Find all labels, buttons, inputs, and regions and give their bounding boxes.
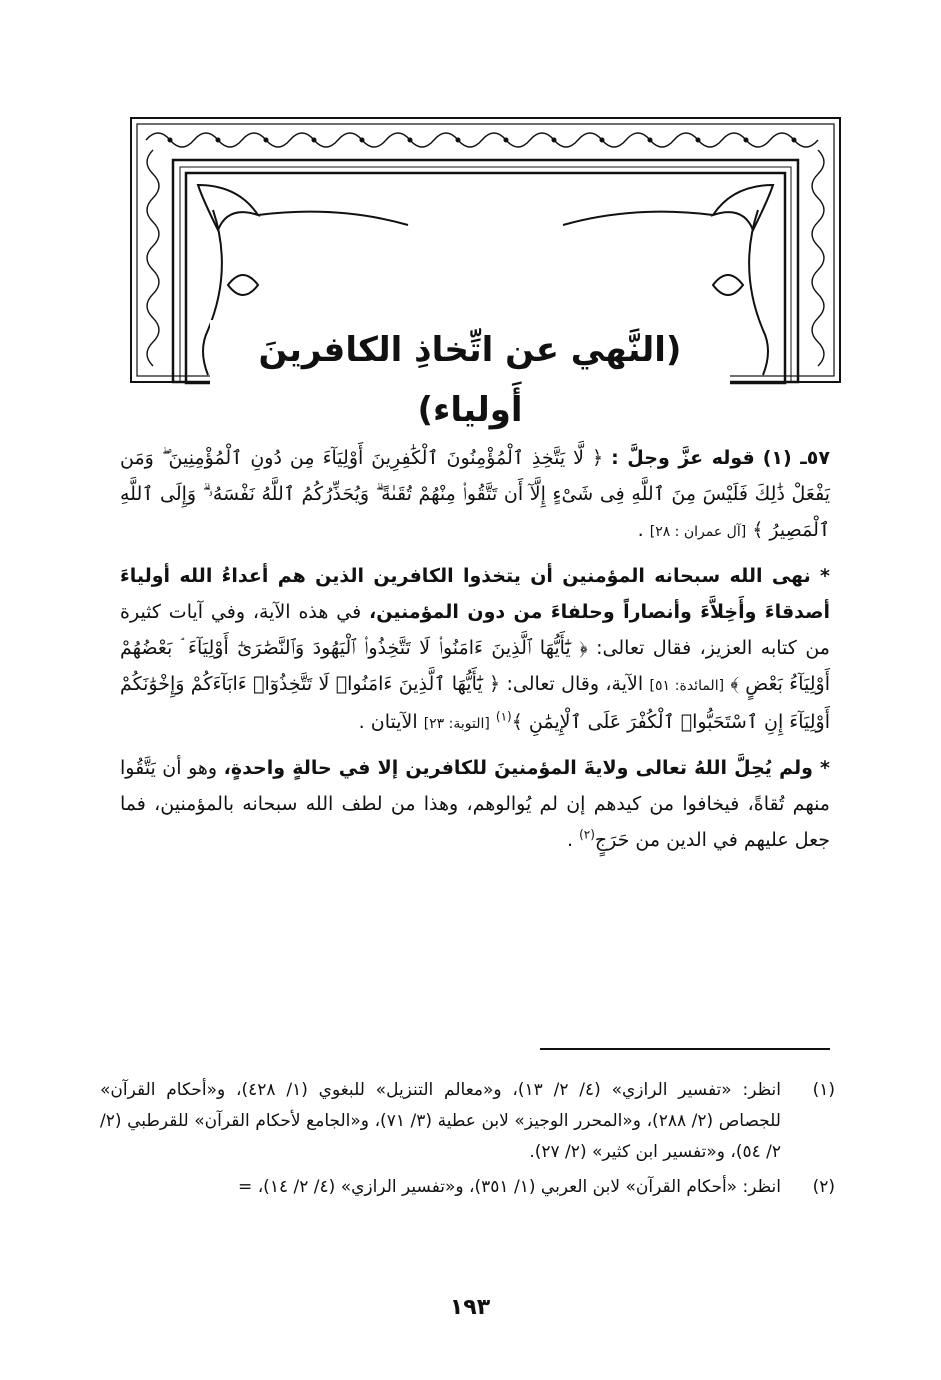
verse-citation: [التوبة: ٢٣] — [423, 716, 490, 732]
footnote-text: انظر: «تفسير الرازي» (٤/ ٢/ ١٣)، و«معالم التنزيل» للبغوي (١/ ٤٢٨)، و«أحكام القرآن» للجصاص (٢/ ٢٨٨)، و«المحرر الوجيز» لابن عطية (٣/ ٧١)، و«الجامع لأحكام القرآن» للقرطبي (٢/ ٢/ ٥٤)، و«تفسير ابن كثير» (٢/ ٢٧). — [100, 1080, 781, 1162]
paragraph-text: في هذه الآية، وفي آيات كثيرة من كتابه العزيز، فقال تعالى: — [120, 601, 830, 659]
quran-verse: ﴿ يَٰٓأَيُّهَا ٱلَّذِينَ ءَامَنُوا۟ لَا تَتَّخِذُوٓا۟ ءَابَآءَكُمْ وَإِخْوَٰنَكُمْ أَوْلِيَآءَ إِنِ ٱسْتَحَبُّوا۟ ٱلْكُفْرَ عَلَى ٱلْإِيمَٰنِ ﴾ — [120, 673, 830, 733]
verse-citation: [المائدة: ٥١] — [649, 678, 725, 694]
page-number: ١٩٣ — [449, 1295, 491, 1320]
paragraph-text: الآية، وقال تعالى: — [506, 673, 644, 695]
paragraph-lead: * ولم يُحِلَّ اللهُ تعالى ولايةَ المؤمنينَ للكافرين إلا في حالةٍ واحدةٍ، — [223, 757, 830, 779]
paragraph-57 — [120, 440, 830, 550]
sentence-end: . — [566, 829, 574, 851]
verse-citation: [آل عمران : ٢٨] — [649, 524, 747, 540]
footnote — [100, 1172, 835, 1203]
quran-verse: ﴿ لَّا يَتَّخِذِ ٱلْمُؤْمِنُونَ ٱلْكَٰفِرِينَ أَوْلِيَآءَ مِن دُونِ ٱلْمُؤْمِنِينَ ۖ وَمَن يَفْعَلْ ذَٰلِكَ فَلَيْسَ مِنَ ٱللَّهِ فِى شَىْءٍ إِلَّآ أَن تَتَّقُوا۟ مِنْهُمْ تُقَىٰةً ۗ وَيُحَذِّرُكُمُ ٱللَّهُ نَفْسَهُۥ ۗ وَإِلَى ٱللَّهِ ٱلْمَصِيرُ ﴾ — [120, 447, 830, 541]
sentence-end: . — [637, 519, 644, 541]
paragraph-intro: قوله عزَّ وجلَّ : — [611, 447, 755, 469]
paragraph-lead: * نهى الله سبحانه المؤمنين أن يتخذوا الكافرين الذين هم أعداءُ الله أولياءَ أصدقاءَ وأَخِلاَّءَ وأنصاراً وحلفاءَ من دون المؤمنين، — [120, 565, 830, 623]
footnote-text: انظر: «أحكام القرآن» لابن العربي (١/ ٣٥١)، و«تفسير الرازي» (٤/ ٢/ ١٤)، = — [238, 1177, 781, 1197]
footnote — [100, 1075, 835, 1168]
chapter-title: (النَّهي عن اتِّخاذِ الكافرينَ أَولياء) — [210, 320, 730, 440]
footnotes — [100, 1075, 835, 1207]
footnote-ref[interactable]: (١) — [495, 709, 512, 724]
paragraph-text: الآيتان . — [358, 711, 418, 733]
paragraph-exception — [120, 750, 830, 858]
footnote-number: (٢) — [812, 1177, 835, 1197]
quran-verse: ﴿ يَٰٓأَيُّهَا ٱلَّذِينَ ءَامَنُوا۟ لَا تَتَّخِذُوا۟ ٱلْيَهُودَ وَٱلنَّصَٰرَىٰٓ أَوْلِيَآءَ ۘ بَعْضُهُمْ أَوْلِيَآءُ بَعْضٍ ﴾ — [120, 637, 830, 695]
footnote-separator — [540, 1048, 830, 1050]
paragraph-text: وهو أن يَتَّقُوا منهم تُقاةً، فيخافوا من كيدهم إن لم يُوالوهم، وهذا من لطف الله سبحانه بالمؤمنين، فما جعل عليهم في الدين من حَرَجٍ — [120, 757, 830, 851]
footnote-ref[interactable]: (٢) — [579, 827, 595, 842]
main-text — [120, 440, 830, 866]
paragraph-number: ٥٧ـ (١) — [762, 447, 830, 469]
paragraph-prohibition — [120, 558, 830, 742]
footnote-number: (١) — [812, 1080, 835, 1100]
